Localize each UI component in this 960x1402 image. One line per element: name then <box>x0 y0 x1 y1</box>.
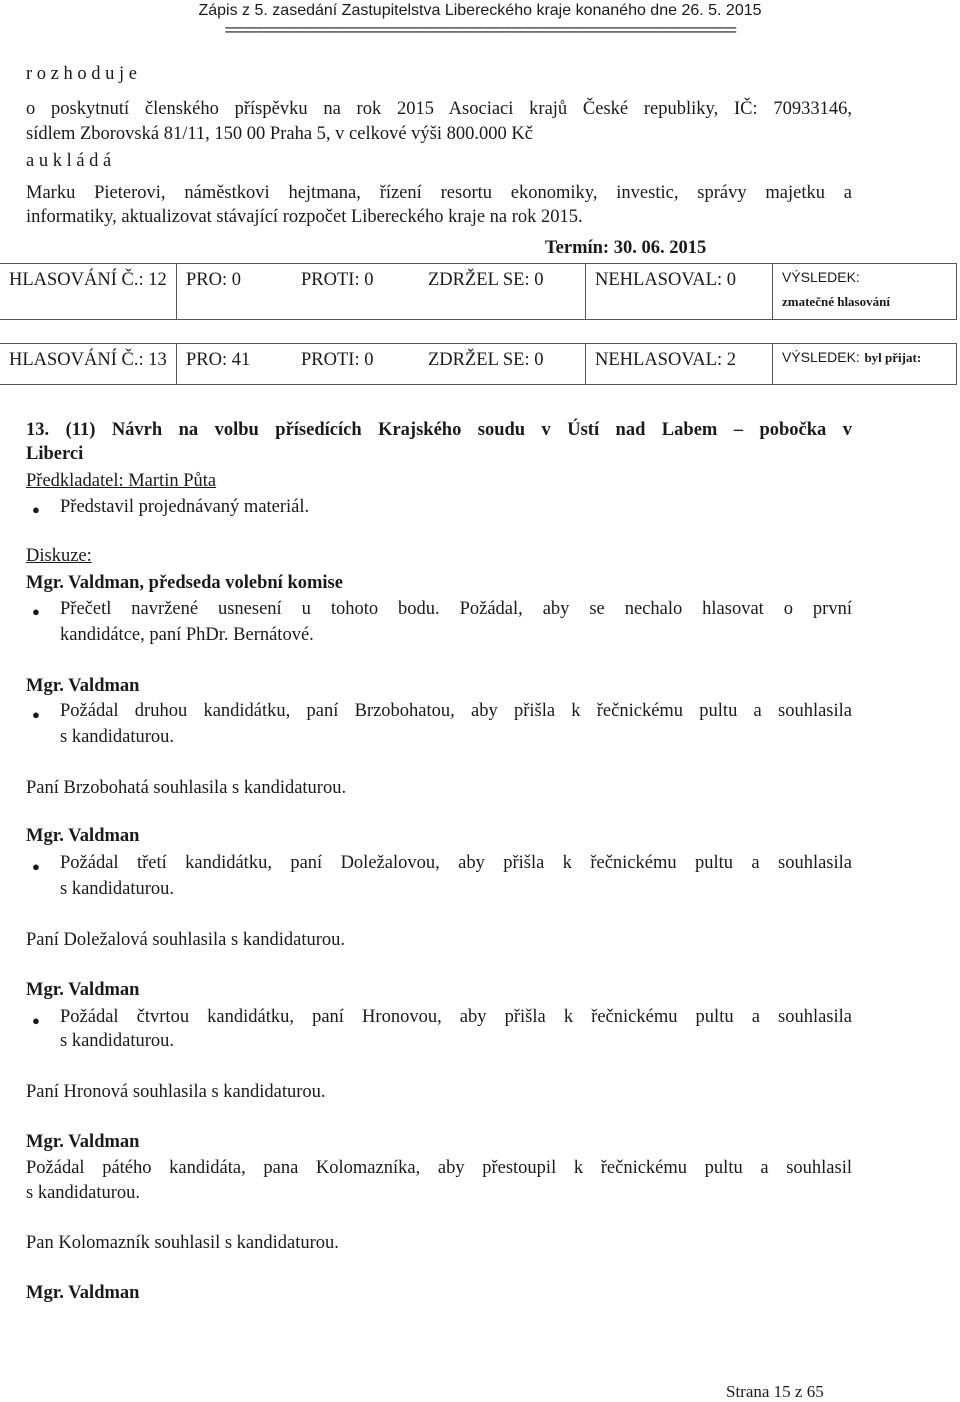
zdrzel-label: ZDRŽEL SE: <box>428 270 530 290</box>
item-13-title-line-1: 13. (11) Návrh na volbu přísedících Krajského soudu v Ústí nad Labem – pobočka v <box>26 420 852 440</box>
diskuze-label: Diskuze: <box>26 546 92 566</box>
bullet-icon: ● <box>32 707 40 722</box>
vysledek-value: byl přijat: <box>864 350 922 365</box>
hlasovani-number: 12 <box>148 270 167 290</box>
hlasovani-number: 13 <box>148 350 167 370</box>
vysledek-label: VÝSLEDEK: <box>782 349 860 365</box>
zdrzel-value: 0 <box>534 350 544 370</box>
bullet-text-1: Představil projednávaný materiál. <box>60 497 310 517</box>
uklada-label: a u k l á d á <box>26 151 112 171</box>
nehlasoval-value: 0 <box>726 270 736 290</box>
task-line-2: informatiky, aktualizovat stávající rozpočet Libereckého kraje na rok 2015. <box>26 207 583 227</box>
paragraph-1: Paní Brzobohatá souhlasila s kandidaturou. <box>26 778 347 798</box>
nehlasoval-label: NEHLASOVAL: <box>595 350 723 370</box>
predkladatel: Předkladatel: Martin Půta <box>26 471 217 491</box>
speaker-4: Mgr. Valdman <box>26 980 140 1000</box>
rozhoduje-label: r o z h o d u j e <box>26 64 137 84</box>
resolution-line-2: sídlem Zborovská 81/11, 150 00 Praha 5, v celkové výši 800.000 Kč <box>26 124 533 144</box>
vysledek-value: zmatečné hlasování <box>782 294 890 309</box>
bullet-text-2-line-1: Přečetl navržené usnesení u tohoto bodu. Požádal, aby se nechalo hlasovat o první <box>60 599 852 619</box>
paragraph-5: Pan Kolomazník souhlasil s kandidaturou. <box>26 1233 339 1253</box>
task-line-1: Marku Pieterovi, náměstkovi hejtmana, řízení resortu ekonomiky, investic, správy majetku a <box>26 183 852 203</box>
bullet-icon: ● <box>32 502 40 517</box>
paragraph-4-line-1: Požádal pátého kandidáta, pana Kolomazníka, aby přestoupil k řečnickému pultu a souhlasil <box>26 1158 852 1178</box>
header-separator: ================================================================== <box>224 22 736 39</box>
bullet-text-4-line-2: s kandidaturou. <box>60 879 175 899</box>
nehlasoval-label: NEHLASOVAL: <box>595 270 723 290</box>
paragraph-3: Paní Hronová souhlasila s kandidaturou. <box>26 1082 326 1102</box>
speaker-2: Mgr. Valdman <box>26 676 140 696</box>
page-number: Strana 15 z 65 <box>726 1382 824 1401</box>
resolution-line-1: o poskytnutí členského příspěvku na rok 2015 Asociaci krajů České republiky, IČ: 70933146, <box>26 99 852 119</box>
bullet-icon: ● <box>32 604 40 619</box>
bullet-text-4-line-1: Požádal třetí kandidátku, paní Doležalovou, aby přišla k řečnickému pultu a souhlasila <box>60 853 852 873</box>
document-header: Zápis z 5. zasedání Zastupitelstva Libereckého kraje konaného dne 26. 5. 2015 <box>198 2 762 19</box>
termin: Termín: 30. 06. 2015 <box>545 238 707 258</box>
paragraph-2: Paní Doležalová souhlasila s kandidaturou. <box>26 930 346 950</box>
hlasovani-label: HLASOVÁNÍ Č.: <box>9 350 144 370</box>
bullet-text-5-line-2: s kandidaturou. <box>60 1031 175 1051</box>
proti-label: PROTI: <box>301 270 360 290</box>
bullet-icon: ● <box>32 1013 40 1028</box>
pro-label: PRO: <box>186 270 228 290</box>
vote-table-13 <box>0 343 957 385</box>
proti-value: 0 <box>364 350 374 370</box>
zdrzel-label: ZDRŽEL SE: <box>428 350 530 370</box>
speaker-5: Mgr. Valdman <box>26 1132 140 1152</box>
pro-label: PRO: <box>186 350 228 370</box>
nehlasoval-value: 2 <box>726 350 736 370</box>
hlasovani-label: HLASOVÁNÍ Č.: <box>9 270 144 290</box>
paragraph-4-line-2: s kandidaturou. <box>26 1183 141 1203</box>
speaker-1: Mgr. Valdman, předseda volební komise <box>26 573 343 593</box>
vote-table-12 <box>0 263 957 320</box>
pro-value: 0 <box>231 270 242 290</box>
item-13-title-line-2: Liberci <box>26 444 84 464</box>
bullet-text-3-line-1: Požádal druhou kandidátku, paní Brzobohatou, aby přišla k řečnickému pultu a souhlasila <box>60 701 852 721</box>
zdrzel-value: 0 <box>534 270 544 290</box>
proti-value: 0 <box>364 270 374 290</box>
bullet-text-2-line-2: kandidátce, paní PhDr. Bernátové. <box>60 625 314 645</box>
vysledek-label: VÝSLEDEK: <box>782 269 860 285</box>
speaker-6: Mgr. Valdman <box>26 1283 140 1303</box>
bullet-icon: ● <box>32 859 40 874</box>
bullet-text-5-line-1: Požádal čtvrtou kandidátku, paní Hronovou, aby přišla k řečnickému pultu a souhlasila <box>60 1007 852 1027</box>
bullet-text-3-line-2: s kandidaturou. <box>60 727 175 747</box>
pro-value: 41 <box>231 350 251 370</box>
proti-label: PROTI: <box>301 350 360 370</box>
speaker-3: Mgr. Valdman <box>26 826 140 846</box>
